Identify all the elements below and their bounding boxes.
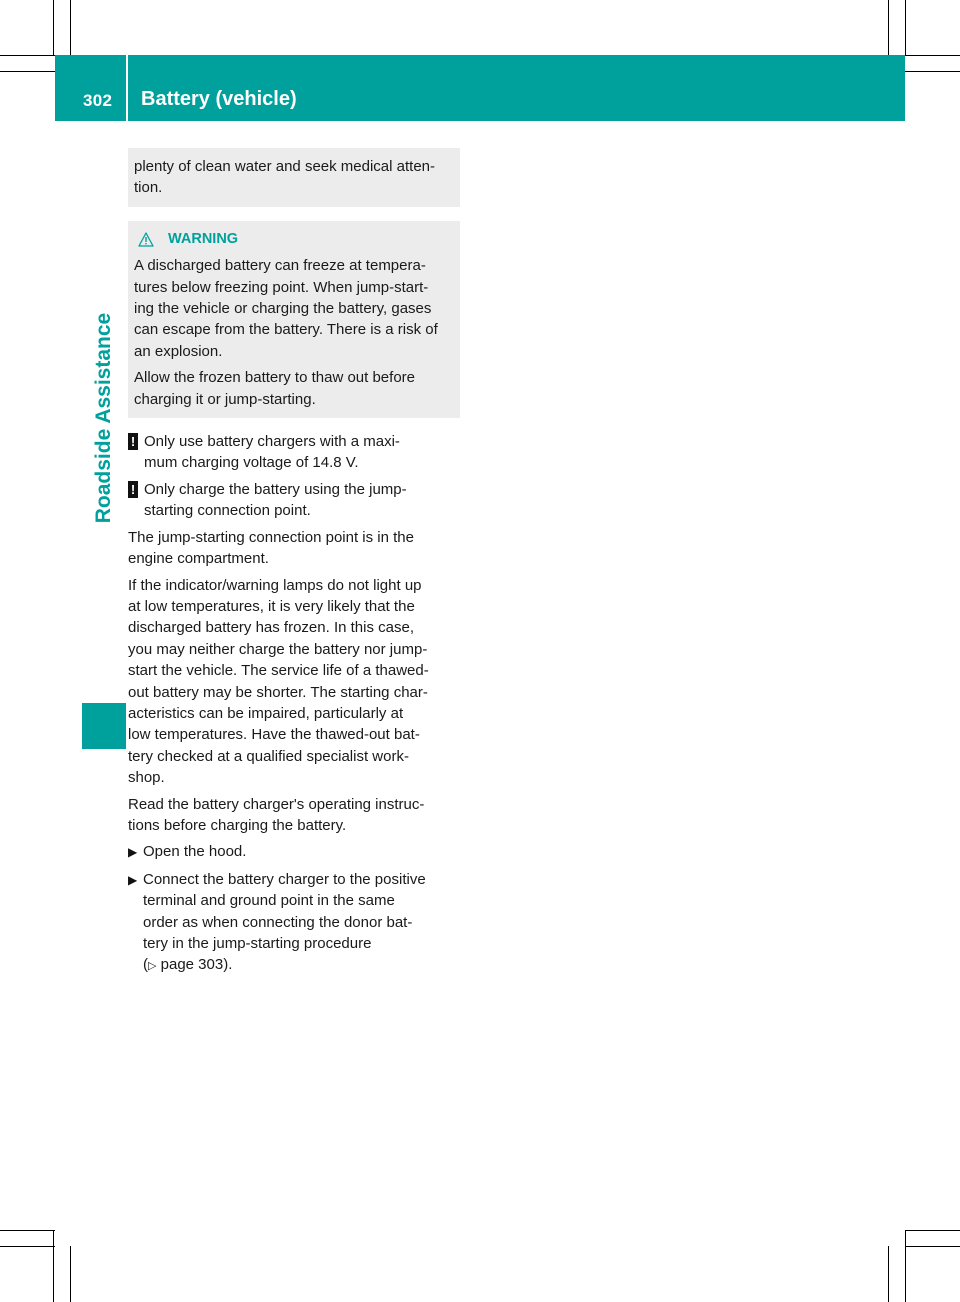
step-item [128,869,460,978]
page-reference-text: page 303). [156,956,233,974]
crop-mark [905,0,906,55]
continued-note-text: plenty of clean water and seek medical atten- tion. [134,158,436,197]
crop-mark [905,55,960,56]
step-text: Open the hood. [143,843,247,861]
crop-mark [70,0,71,55]
page-reference-link[interactable] [143,956,232,973]
crop-mark [888,1246,889,1302]
crop-mark [70,1246,71,1302]
body-paragraph: The jump-starting connection point is in the engine compartment. [128,528,414,568]
main-content [128,148,460,978]
section-title: Battery (vehicle) [141,88,297,110]
notice-text: Only use battery chargers with a maxi- mum charging voltage of 14.8 V. [144,433,400,472]
crop-mark [0,71,55,72]
continued-note-box [128,148,460,207]
side-tab [82,142,126,694]
side-tab-label: Roadside Assistance [92,312,115,524]
body-paragraph: If the indicator/warning lamps do not light up at low temperatures, it is very likely that the discharged battery has frozen. In this case, you may neither charge the battery nor jump- start the vehicle. The service life of a thawed- out battery may be shorter. The starting char- acteristics can be impaired, particularly at low temperatures. Have the thawed-out bat- tery checked at a qualified specialist work- shop. [128,576,429,787]
crop-mark [905,1246,960,1247]
exclamation-icon: ! [128,433,138,450]
crop-mark [0,1230,55,1231]
notice-item [128,431,460,474]
crop-mark [53,0,54,55]
crop-mark [0,55,55,56]
warning-box [128,221,460,418]
crop-mark [53,1230,54,1302]
header-divider [126,55,128,121]
crop-mark [905,71,960,72]
step-arrow-icon: ▶ [128,845,138,860]
crop-mark [905,1230,906,1302]
side-tab-marker [82,703,126,749]
page-ref-triangle-icon: ▷ [148,960,157,973]
page-header [55,55,905,121]
warning-header [134,229,454,250]
crop-mark [905,1230,960,1231]
body-paragraph: Read the battery charger's operating instruc- tions before charging the battery. [128,795,425,834]
notice-text: Only charge the battery using the jump- starting connection point. [144,480,407,520]
warning-heading: WARNING [168,230,239,247]
step-body [143,869,426,978]
warning-instruction: Allow the frozen battery to thaw out before charging it or jump-starting. [134,369,415,408]
ref-prefix: ( [143,956,148,974]
exclamation-icon: ! [128,481,138,498]
crop-mark [888,0,889,55]
notice-item [128,479,460,522]
warning-text: A discharged battery can freeze at tempera- tures below freezing point. When jump-start- ing the vehicle or charging the battery, gases can escape from the battery. There is a risk of an explosion. [134,257,438,360]
step-arrow-icon: ▶ [128,872,138,887]
page-number: 302 [83,91,113,110]
warning-triangle-icon [138,232,154,247]
step-item [128,841,460,863]
crop-mark [0,1246,55,1247]
step-text: Connect the battery charger to the positive terminal and ground point in the same order as when connecting the donor bat- tery in the jump-starting procedure [143,870,426,952]
